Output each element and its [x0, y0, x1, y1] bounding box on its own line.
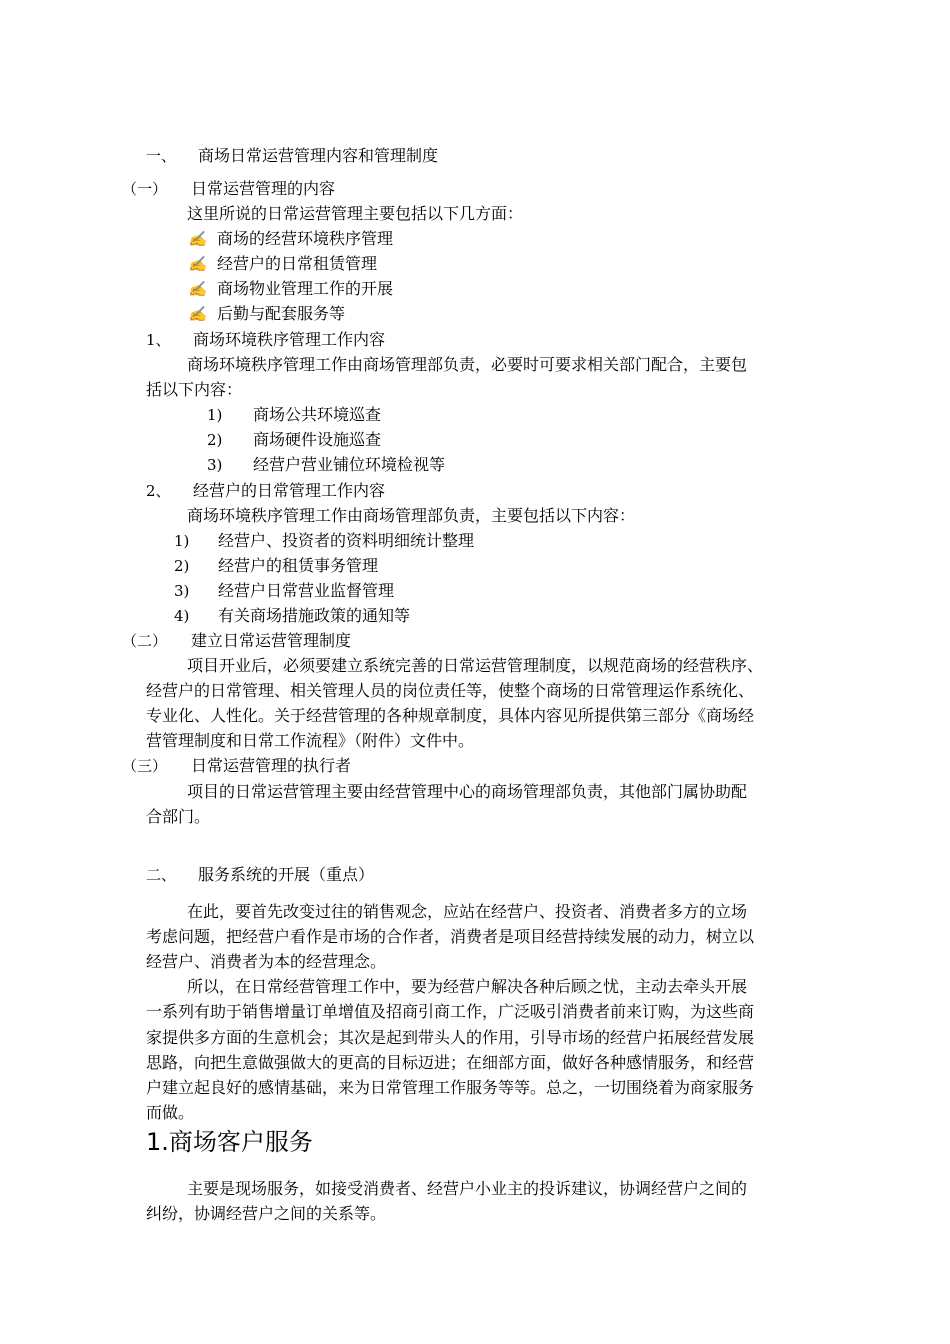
paragraph: 考虑问题，把经营户看作是市场的合作者，消费者是项目经营持续发展的动力，树立以	[146, 927, 755, 946]
list-number: 3)	[207, 456, 223, 474]
paragraph: 思路，向把生意做强做大的更高的目标迈进；在细部方面，做好各种感情服务，和经营	[146, 1053, 755, 1072]
item-title: 经营户的日常管理工作内容	[193, 481, 386, 500]
list-item: 商场公共环境巡查	[253, 405, 382, 424]
list-item: 有关商场措施政策的通知等	[218, 606, 411, 625]
list-number: 2)	[174, 557, 190, 575]
paragraph: 这里所说的日常运营管理主要包括以下几方面：	[187, 204, 524, 223]
paragraph: 商场环境秩序管理工作由商场管理部负责，主要包括以下内容：	[187, 506, 636, 525]
paragraph: 项目的日常运营管理主要由经营管理中心的商场管理部负责，其他部门属协助配	[187, 782, 748, 801]
subsection-number: （一）	[122, 180, 168, 198]
list-item: 经营户日常营业监督管理	[218, 581, 395, 600]
subsection-title: 日常运营管理的内容	[191, 179, 336, 198]
list-item: 商场硬件设施巡查	[253, 430, 382, 449]
bullet-item: 经营户的日常租赁管理	[217, 254, 378, 273]
section-title: 服务系统的开展（重点）	[198, 865, 375, 884]
paragraph: 项目开业后，必须要建立系统完善的日常运营管理制度，以规范商场的经营秩序、	[187, 656, 764, 675]
list-number: 4)	[174, 607, 190, 625]
paragraph: 所以，在日常经营管理工作中，要为经营户解决各种后顾之忧，主动去牵头开展	[187, 977, 748, 996]
list-number: 1)	[174, 532, 190, 550]
section-number: 一、	[146, 147, 177, 165]
list-number: 1)	[207, 406, 223, 424]
list-item: 经营户的租赁事务管理	[218, 556, 379, 575]
bullet-item: 商场的经营环境秩序管理	[217, 229, 394, 248]
list-item: 经营户、投资者的资料明细统计整理	[218, 531, 475, 550]
paragraph: 经营户、消费者为本的经营理念。	[146, 952, 387, 971]
paragraph: 营管理制度和日常工作流程》（附件）文件中。	[146, 731, 475, 750]
subsection-title: 日常运营管理的执行者	[191, 756, 352, 775]
subsection-number: （三）	[122, 757, 168, 775]
paragraph: 商场环境秩序管理工作由商场管理部负责，必要时可要求相关部门配合，主要包	[187, 355, 748, 374]
paragraph: 纠纷，协调经营户之间的关系等。	[146, 1204, 387, 1223]
paragraph: 主要是现场服务，如接受消费者、经营户小业主的投诉建议，协调经营户之间的	[187, 1179, 748, 1198]
paragraph: 经营户的日常管理、相关管理人员的岗位责任等，使整个商场的日常管理运作系统化、	[146, 681, 755, 700]
section-title: 商场日常运营管理内容和管理制度	[198, 146, 439, 165]
paragraph: 户建立起良好的感情基础，来为日常管理工作服务等等。总之，一切围绕着为商家服务	[146, 1078, 755, 1097]
paragraph: 括以下内容：	[146, 380, 243, 399]
paragraph: 而做。	[146, 1103, 195, 1122]
section-number: 二、	[146, 866, 177, 884]
bullet-item: 后勤与配套服务等	[217, 304, 346, 323]
paragraph: 专业化、人性化。关于经营管理的各种规章制度，具体内容见所提供第三部分《商场经	[146, 706, 755, 725]
paragraph: 一系列有助于销售增量订单增值及招商引商工作，广泛吸引消费者前来订购，为这些商	[146, 1002, 755, 1021]
bullet-pen-icon: ✍	[188, 280, 207, 298]
bullet-pen-icon: ✍	[188, 230, 207, 248]
list-number: 3)	[174, 582, 190, 600]
subsection-title: 建立日常运营管理制度	[191, 631, 352, 650]
bullet-pen-icon: ✍	[188, 305, 207, 323]
paragraph: 家提供多方面的生意机会；其次是起到带头人的作用，引导市场的经营户拓展经营发展	[146, 1028, 755, 1047]
list-number: 2)	[207, 431, 223, 449]
paragraph: 在此，要首先改变过往的销售观念，应站在经营户、投资者、消费者多方的立场	[187, 902, 748, 921]
list-item: 经营户营业铺位环境检视等	[253, 455, 446, 474]
item-title: 商场环境秩序管理工作内容	[193, 330, 386, 349]
item-number: 1、	[146, 331, 171, 349]
bullet-pen-icon: ✍	[188, 255, 207, 273]
subsection-number: （二）	[122, 632, 168, 650]
paragraph: 合部门。	[146, 807, 211, 826]
item-number: 2、	[146, 482, 171, 500]
bullet-item: 商场物业管理工作的开展	[217, 279, 394, 298]
heading: 1.商场客户服务	[146, 1128, 313, 1156]
